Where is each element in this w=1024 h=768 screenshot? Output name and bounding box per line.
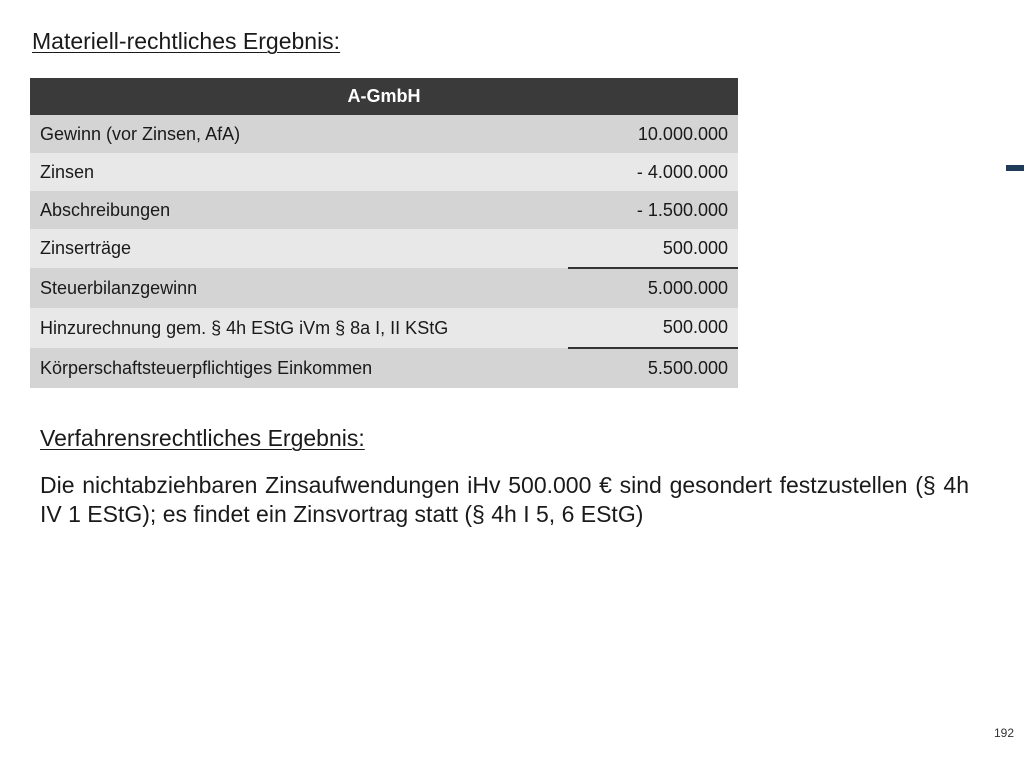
row-label: Zinsen (30, 153, 568, 191)
row-label: Gewinn (vor Zinsen, AfA) (30, 115, 568, 153)
table-header-row (30, 78, 738, 115)
table-row (30, 229, 738, 268)
row-value: - 1.500.000 (568, 191, 738, 229)
table-header: A-GmbH (30, 78, 738, 115)
page-number: 192 (993, 726, 1014, 740)
row-value: 5.500.000 (568, 348, 738, 388)
row-label: Steuerbilanzgewinn (30, 268, 568, 308)
table-row (30, 191, 738, 229)
accent-dash (1006, 165, 1024, 171)
row-value: 500.000 (568, 229, 738, 268)
row-value: 500.000 (568, 308, 738, 348)
table-row (30, 308, 738, 348)
heading-procedural-result: Verfahrensrechtliches Ergebnis: (40, 425, 365, 451)
row-value: 5.000.000 (568, 268, 738, 308)
result-table (30, 78, 738, 388)
row-label: Abschreibungen (30, 191, 568, 229)
table-row-subtotal (30, 268, 738, 308)
table-row-total (30, 348, 738, 388)
row-label: Körperschaftsteuerpflichtiges Einkommen (30, 348, 568, 388)
table-row (30, 115, 738, 153)
table-row (30, 153, 738, 191)
row-label: Zinserträge (30, 229, 568, 268)
procedural-result-text: Die nichtabziehbaren Zinsaufwendungen iHv 500.000 € sind gesondert festzustellen (§ 4h IV 1 EStG); es findet ein Zinsvortrag statt (§ 4h I 5, 6 EStG) (40, 472, 969, 527)
row-value: 10.000.000 (568, 115, 738, 153)
row-label: Hinzurechnung gem. § 4h EStG iVm § 8a I, II KStG (30, 308, 568, 348)
row-value: - 4.000.000 (568, 153, 738, 191)
heading-material-result: Materiell-rechtliches Ergebnis: (32, 28, 341, 54)
